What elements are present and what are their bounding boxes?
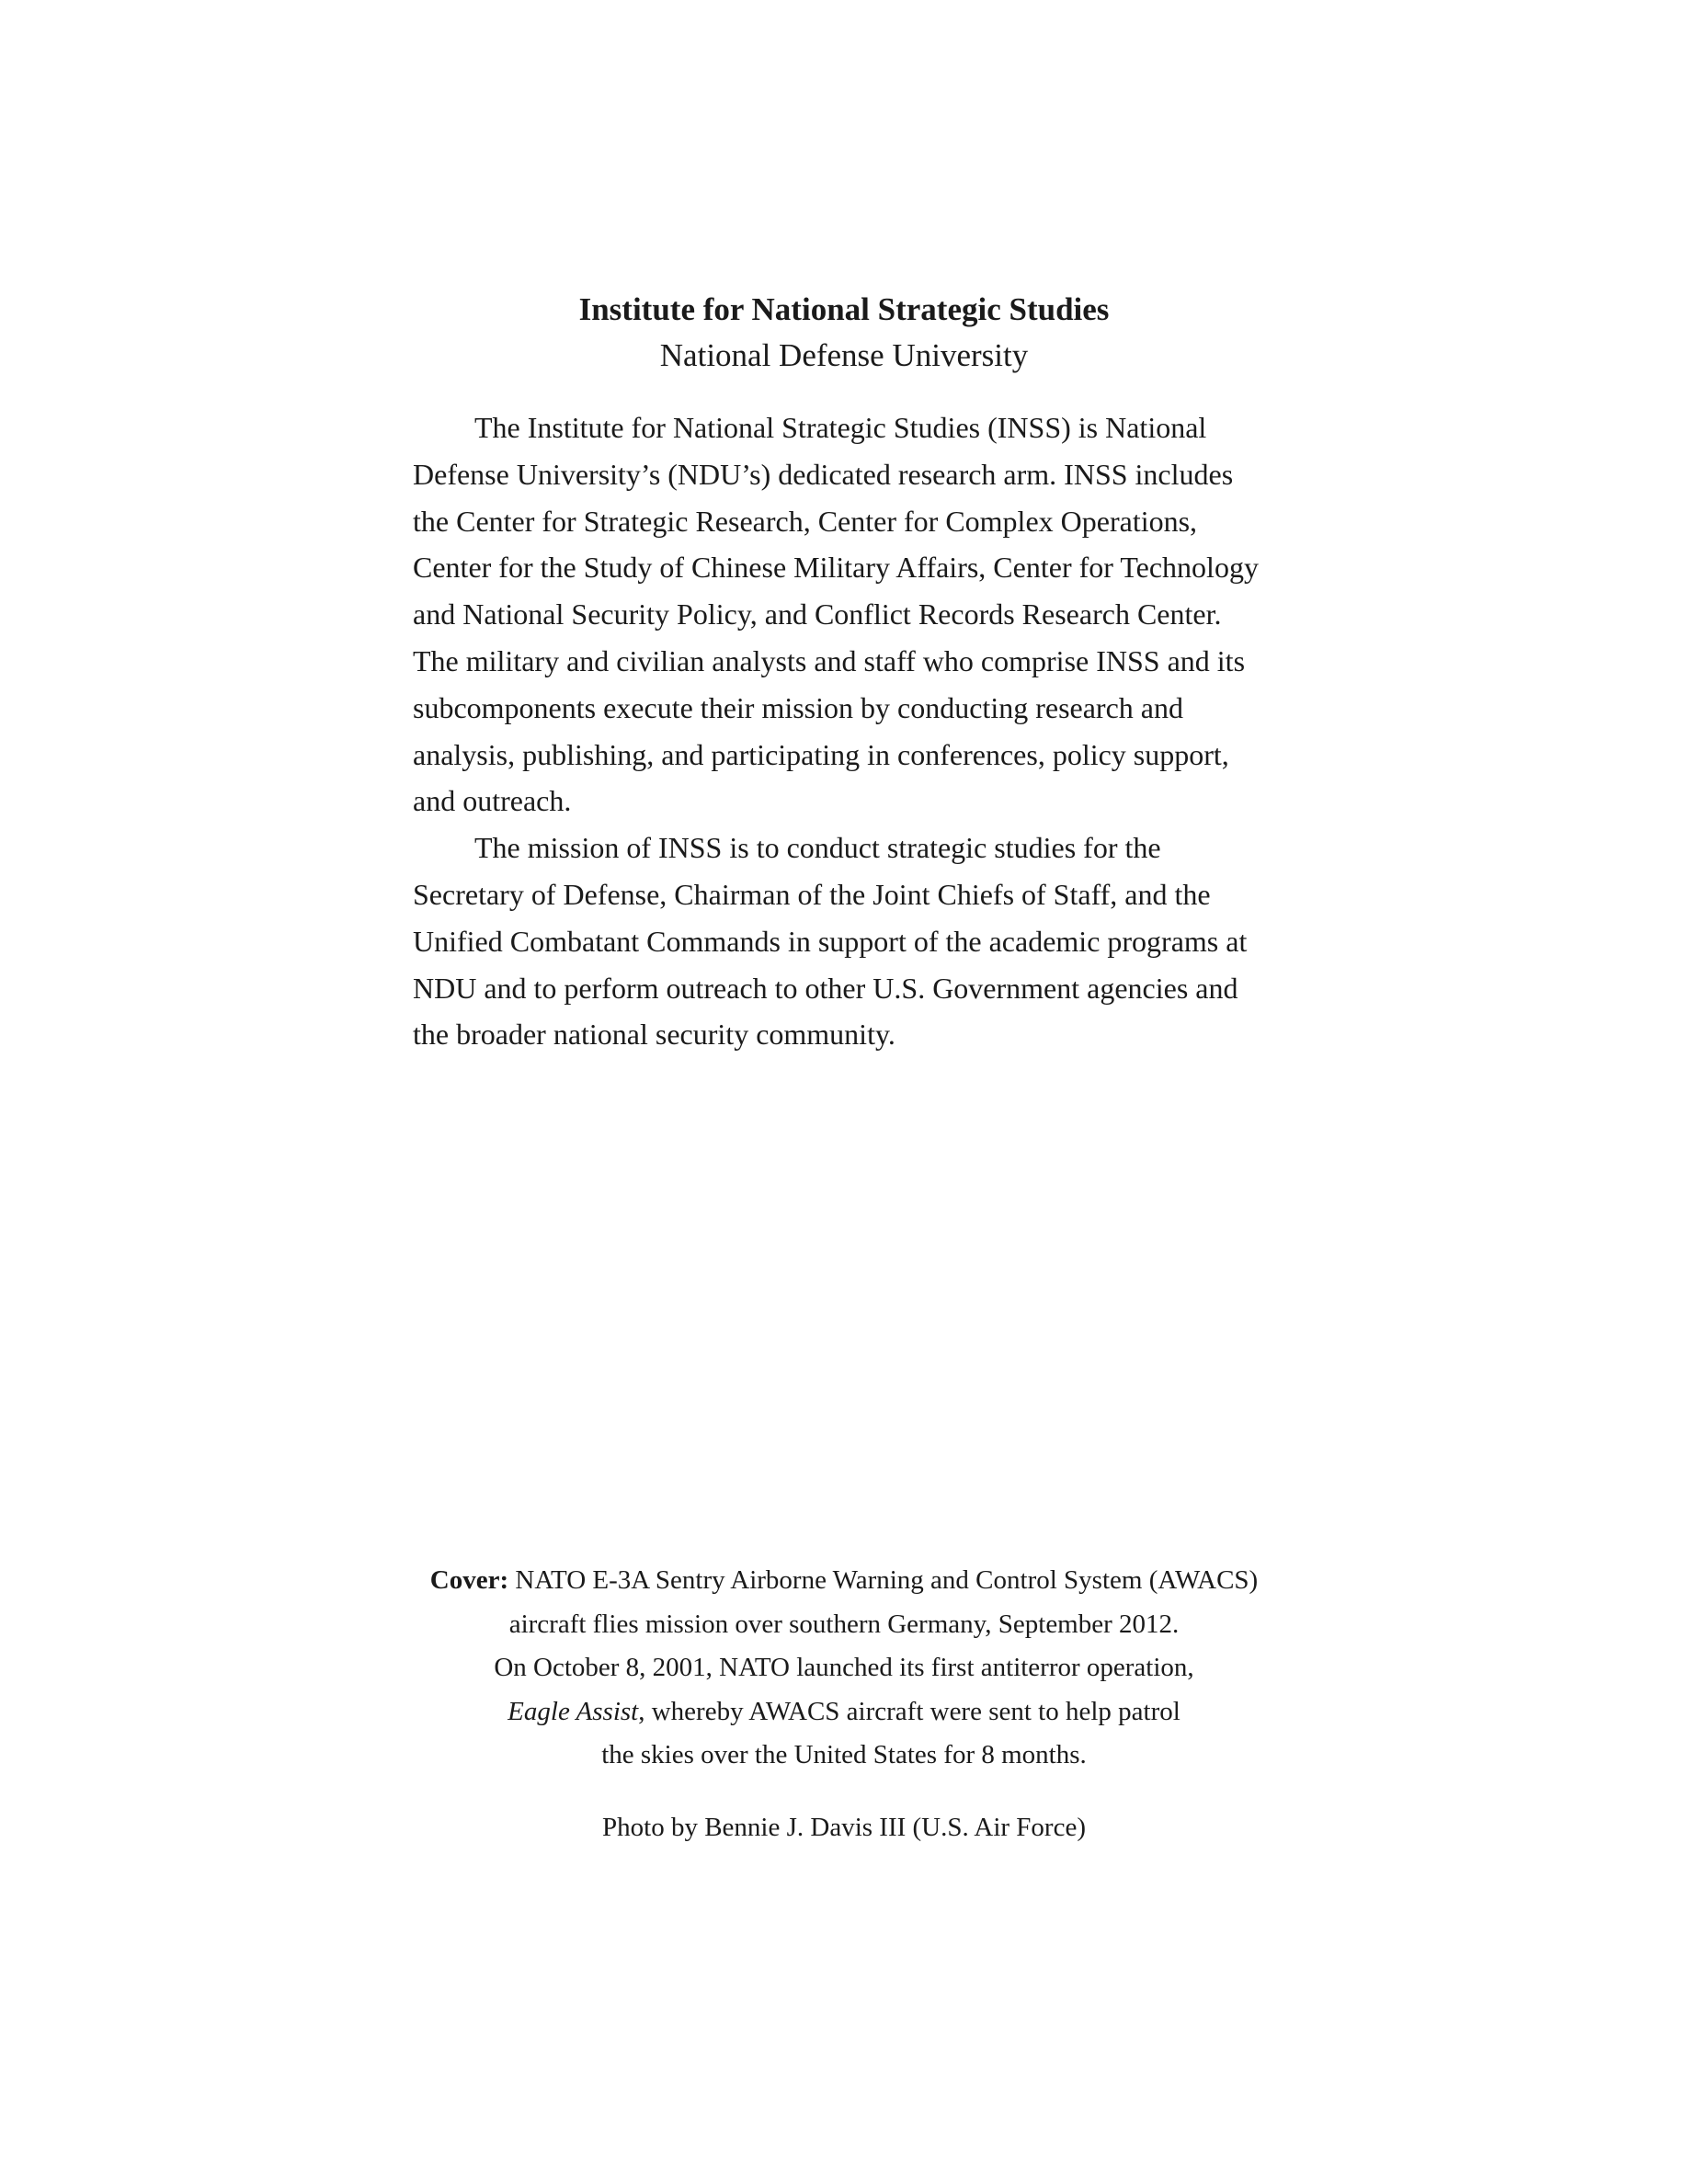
cover-label: Cover: — [429, 1565, 509, 1595]
body-text — [413, 404, 1272, 1058]
caption-line-3: On October 8, 2001, NATO launched its first antiterror operation, — [494, 1653, 1194, 1682]
caption-line-2: aircraft flies mission over southern Germany, September 2012. — [508, 1609, 1180, 1639]
caption-line-5: the skies over the United States for 8 months. — [601, 1740, 1087, 1769]
photo-credit: Photo by Bennie J. Davis III (U.S. Air Force) — [602, 1813, 1086, 1842]
university-subtitle: National Defense University — [659, 337, 1029, 373]
caption-line-4-text: , whereby AWACS aircraft were sent to help patrol — [638, 1696, 1180, 1726]
operation-name: Eagle Assist — [508, 1696, 639, 1726]
caption-line-1 — [0, 1559, 1688, 1603]
caption-line-1-text: NATO E-3A Sentry Airborne Warning and Control System (AWACS) — [515, 1565, 1259, 1595]
page-header — [0, 287, 1688, 379]
caption-line-4 — [0, 1690, 1688, 1735]
body-paragraph: The mission of INSS is to conduct strategic studies for the Secretary of Defense, Chairman of the Joint Chiefs of Staff, and the Unified Combatant Commands in support of the academic programs at NDU and to perform outreach to other U.S. Government agencies and the broader national security community. — [413, 831, 1248, 1052]
institute-title: Institute for National Strategic Studies — [578, 291, 1110, 327]
body-paragraph: The Institute for National Strategic Studies (INSS) is National Defense University’s (NDU’s) dedicated research arm. INSS includes the Center for Strategic Research, Center for Complex Operations, Center for the Study of Chinese Military Affairs, Center for Technology and National Security Policy, and Conflict Records Research Center. The military and civilian analysts and staff who comprise INSS and its subcomponents execute their mission by conducting research and analysis, publishing, and participating in conferences, policy support, and outreach. — [413, 411, 1259, 818]
cover-caption — [0, 1559, 1688, 1778]
